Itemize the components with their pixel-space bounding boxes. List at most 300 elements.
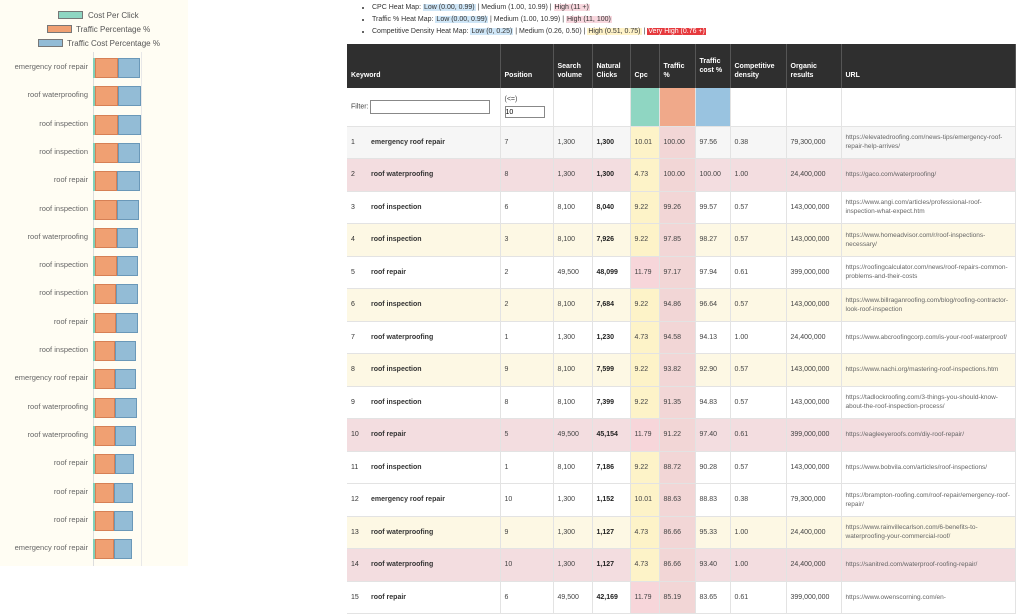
cell-url[interactable]: https://sanitred.com/waterproof-roofing-repair/ [841,549,1015,582]
row-number: 5 [351,268,355,276]
bar-traffic-cost-pct [114,511,133,531]
cell-natural-clicks: 7,186 [592,451,630,484]
keyword-text: roof inspection [371,203,422,211]
cell-url[interactable]: https://www.rainvillecarlson.com/6-benefits-to-waterproofing-your-commercial-roof/ [841,516,1015,549]
legend-item-traffic [0,24,188,35]
filter-cell-volume [553,88,592,126]
cell-position: 8 [500,386,553,419]
bar-traffic-cost-pct [114,483,133,503]
row-number: 13 [351,528,359,536]
table-row[interactable] [347,386,1015,419]
legend-swatch-traffic [47,25,72,33]
cell-position: 10 [500,549,553,582]
bar-traffic-pct [95,454,115,474]
density-heat-high: High (0.51, 0.75) [588,28,641,35]
filter-cell-organic [786,88,841,126]
cell-traffic-pct: 86.66 [659,516,695,549]
cell-natural-clicks: 48,099 [592,256,630,289]
table-row[interactable] [347,451,1015,484]
cell-traffic-cost-pct: 93.40 [695,549,730,582]
table-row[interactable] [347,321,1015,354]
keyword-text: roof repair [371,431,407,439]
cell-traffic-cost-pct: 96.64 [695,289,730,322]
cell-traffic-cost-pct: 97.94 [695,256,730,289]
cell-traffic-pct: 93.82 [659,354,695,387]
traffic-heat-prefix: Traffic % Heat Map: [372,16,434,23]
cell-position: 2 [500,289,553,322]
cell-organic-results: 24,400,000 [786,516,841,549]
cell-position: 10 [500,484,553,517]
cell-position: 8 [500,159,553,192]
bar-traffic-pct [95,115,118,135]
bar-traffic-cost-pct [117,256,138,276]
col-header-traffic-cost-pct[interactable]: Traffic cost % [695,44,730,88]
chart-row [0,363,188,391]
cell-natural-clicks: 7,399 [592,386,630,419]
bar-traffic-pct [95,143,118,163]
chart-category-label: roof inspection [39,203,88,213]
cell-search-volume: 49,500 [553,256,592,289]
cell-keyword [347,419,500,452]
chart-row [0,109,188,137]
cell-competitive-density: 1.00 [730,516,786,549]
density-heat-note [372,26,1014,38]
cell-keyword [347,256,500,289]
keyword-text: roof inspection [371,463,422,471]
bar-traffic-pct [95,511,114,531]
cell-natural-clicks: 7,599 [592,354,630,387]
cell-traffic-pct: 88.72 [659,451,695,484]
chart-row [0,80,188,108]
keyword-text: emergency roof repair [371,138,445,146]
col-header-organic-results[interactable]: Organic results [786,44,841,88]
traffic-heat-note [372,14,1014,26]
bar-traffic-cost-pct [117,171,140,191]
chart-row [0,477,188,505]
keyword-text: roof waterproofing [371,333,434,341]
cell-competitive-density: 0.38 [730,484,786,517]
bar-traffic-cost-pct [115,426,136,446]
table-header-row [347,44,1015,88]
cell-url[interactable]: https://www.homeadvisor.com/r/roof-inspections-necessary/ [841,224,1015,257]
density-heat-separator: | [643,28,646,35]
chart-category-label: roof inspection [39,260,88,270]
cell-search-volume: 8,100 [553,191,592,224]
chart-category-label: roof waterproofing [27,401,88,411]
cell-competitive-density: 0.38 [730,126,786,159]
bar-traffic-cost-pct [115,398,137,418]
cpc-heat-prefix: CPC Heat Map: [372,4,422,11]
legend-label-traffic-cost: Traffic Cost Percentage % [67,39,160,48]
chart-category-label: emergency roof repair [14,62,88,71]
cell-keyword [347,516,500,549]
cell-url[interactable]: https://brampton-roofing.com/roof-repair/emergency-roof-repair/ [841,484,1015,517]
chart-row [0,137,188,165]
table-row[interactable] [347,224,1015,257]
col-header-natural-clicks[interactable]: Natural Clicks [592,44,630,88]
position-filter-input[interactable] [505,106,545,118]
cell-traffic-cost-pct: 92.90 [695,354,730,387]
bar-traffic-cost-pct [118,115,141,135]
bar-traffic-cost-pct [115,454,134,474]
cpc-heat-note [372,2,1014,14]
row-number: 11 [351,463,359,471]
chart-category-label: roof repair [53,458,88,468]
density-heat-low: Low (0, 0.25) [471,28,513,35]
cell-organic-results: 143,000,000 [786,289,841,322]
bar-traffic-pct [95,58,118,78]
filter-cell-position [500,88,553,126]
cell-traffic-pct: 94.86 [659,289,695,322]
cell-position: 7 [500,126,553,159]
cell-position: 5 [500,419,553,452]
cell-keyword [347,581,500,614]
cell-search-volume: 1,300 [553,126,592,159]
chart-row [0,420,188,448]
table-row[interactable] [347,516,1015,549]
filter-label: Filter: [351,103,369,111]
keyword-text: emergency roof repair [371,496,445,504]
cell-natural-clicks: 1,152 [592,484,630,517]
chart-row [0,52,188,80]
cell-competitive-density: 0.57 [730,224,786,257]
cell-url[interactable]: https://www.angi.com/articles/professional-roof-inspection-what-expect.htm [841,191,1015,224]
chart-category-label: roof repair [53,514,88,524]
chart-row [0,278,188,306]
bar-traffic-pct [95,341,115,361]
row-number: 12 [351,496,359,504]
cell-keyword [347,386,500,419]
cell-traffic-cost-pct: 83.65 [695,581,730,614]
cpc-heat-low: Low (0.00, 0.99) [423,4,475,11]
cell-traffic-cost-pct: 95.33 [695,516,730,549]
chart-category-label: roof waterproofing [27,231,88,241]
filter-cell-density [730,88,786,126]
cell-organic-results: 24,400,000 [786,549,841,582]
cell-organic-results: 143,000,000 [786,451,841,484]
cell-cpc: 11.79 [630,419,659,452]
cell-cpc: 4.73 [630,549,659,582]
cpc-heat-medium: | Medium (1.00, 10.99) | [477,4,552,11]
cell-traffic-pct: 85.19 [659,581,695,614]
cell-keyword [347,354,500,387]
cell-url[interactable]: https://www.abcroofingcorp.com/is-your-roof-waterproof/ [841,321,1015,354]
row-number: 9 [351,398,355,406]
cell-natural-clicks: 1,300 [592,126,630,159]
table-row[interactable] [347,289,1015,322]
chart-row [0,194,188,222]
chart-row [0,250,188,278]
cell-search-volume: 1,300 [553,549,592,582]
cell-keyword [347,451,500,484]
cell-position: 1 [500,321,553,354]
bar-traffic-pct [95,313,116,333]
row-number: 14 [351,561,359,569]
cell-traffic-pct: 99.26 [659,191,695,224]
cell-cpc: 9.22 [630,451,659,484]
cell-organic-results: 399,000,000 [786,256,841,289]
cell-search-volume: 8,100 [553,451,592,484]
chart-category-label: emergency roof repair [14,543,88,553]
position-operator: (<=) [504,96,518,104]
keyword-text: roof inspection [371,366,422,374]
cell-organic-results: 143,000,000 [786,386,841,419]
cell-cpc: 4.73 [630,159,659,192]
cell-keyword [347,484,500,517]
row-number: 6 [351,301,355,309]
cell-position: 2 [500,256,553,289]
bar-traffic-cost-pct [115,341,136,361]
bar-traffic-pct [95,86,118,106]
cell-traffic-pct: 86.66 [659,549,695,582]
cell-organic-results: 24,400,000 [786,321,841,354]
chart-category-label: roof repair [53,316,88,326]
cell-natural-clicks: 8,040 [592,191,630,224]
cell-keyword [347,191,500,224]
row-number: 3 [351,203,355,211]
chart-category-label: roof inspection [39,345,88,354]
cell-traffic-cost-pct: 97.56 [695,126,730,159]
cell-search-volume: 1,300 [553,159,592,192]
cell-competitive-density: 1.00 [730,159,786,192]
chart-row [0,505,188,533]
cell-organic-results: 399,000,000 [786,419,841,452]
cell-url[interactable]: https://elevatedroofing.com/news-tips/emergency-roof-repair-help-arrives/ [841,126,1015,159]
cell-natural-clicks: 1,127 [592,516,630,549]
cell-organic-results: 399,000,000 [786,581,841,614]
cell-traffic-pct: 91.35 [659,386,695,419]
legend-swatch-cpc [58,11,83,19]
filter-cell-cpc [630,88,659,126]
cell-organic-results: 24,400,000 [786,159,841,192]
keyword-table-container [347,44,1015,614]
chart-row [0,533,188,561]
cell-competitive-density: 0.57 [730,386,786,419]
row-number: 4 [351,236,355,244]
cell-url[interactable]: https://gaco.com/waterproofing/ [841,159,1015,192]
chart-category-label: roof repair [53,175,88,185]
cell-traffic-cost-pct: 99.57 [695,191,730,224]
col-header-position[interactable]: Position [500,44,553,88]
cell-traffic-pct: 88.63 [659,484,695,517]
row-number: 15 [351,593,359,601]
bar-traffic-cost-pct [117,200,139,220]
keyword-filter-input[interactable] [370,100,490,114]
legend-label-cpc: Cost Per Click [88,11,139,20]
cell-position: 9 [500,516,553,549]
bar-traffic-pct [95,369,115,389]
bar-traffic-cost-pct [118,86,141,106]
cell-keyword [347,549,500,582]
chart-category-label: emergency roof repair [14,373,88,383]
col-header-competitive-density[interactable]: Competitive density [730,44,786,88]
chart-row [0,392,188,420]
chart-row [0,222,188,250]
cell-competitive-density: 0.57 [730,191,786,224]
cell-natural-clicks: 42,169 [592,581,630,614]
cell-traffic-pct: 100.00 [659,126,695,159]
heatmap-legend-notes [364,2,1014,38]
table-row[interactable] [347,484,1015,517]
cell-position: 1 [500,451,553,484]
cell-competitive-density: 0.57 [730,354,786,387]
chart-category-label: roof waterproofing [27,429,88,439]
cell-natural-clicks: 45,154 [592,419,630,452]
cell-position: 9 [500,354,553,387]
cell-cpc: 9.22 [630,354,659,387]
cell-search-volume: 8,100 [553,354,592,387]
cell-keyword [347,289,500,322]
cell-competitive-density: 0.57 [730,289,786,322]
keyword-text: roof inspection [371,236,422,244]
cell-natural-clicks: 1,230 [592,321,630,354]
col-header-cpc[interactable]: Cpc [630,44,659,88]
cell-natural-clicks: 7,926 [592,224,630,257]
cell-position: 3 [500,224,553,257]
cell-search-volume: 49,500 [553,581,592,614]
traffic-heat-medium: | Medium (1.00, 10.99) | [489,16,565,23]
cell-traffic-cost-pct: 100.00 [695,159,730,192]
row-number: 10 [351,431,359,439]
cell-cpc: 9.22 [630,191,659,224]
cell-competitive-density: 0.57 [730,451,786,484]
cell-traffic-cost-pct: 98.27 [695,224,730,257]
chart-category-label: roof inspection [39,288,88,298]
cell-search-volume: 8,100 [553,289,592,322]
cell-position: 6 [500,191,553,224]
filter-cell-traffic [659,88,695,126]
chart-category-label: roof repair [53,486,88,496]
cell-traffic-cost-pct: 94.13 [695,321,730,354]
cell-keyword [347,126,500,159]
keyword-text: roof waterproofing [371,171,434,179]
density-heat-prefix: Competitive Density Heat Map: [372,28,469,35]
cell-cpc: 9.22 [630,289,659,322]
traffic-heat-low: Low (0.00, 0.99) [436,16,488,23]
col-header-search-volume[interactable]: Search volume [553,44,592,88]
cell-traffic-pct: 94.58 [659,321,695,354]
cell-search-volume: 1,300 [553,321,592,354]
cell-keyword [347,321,500,354]
cell-cpc: 4.73 [630,516,659,549]
bar-traffic-pct [95,539,114,559]
cell-natural-clicks: 7,684 [592,289,630,322]
row-number: 2 [351,171,355,179]
cell-traffic-cost-pct: 97.40 [695,419,730,452]
table-row[interactable] [347,126,1015,159]
table-row[interactable] [347,581,1015,614]
table-row[interactable] [347,549,1015,582]
bar-traffic-cost-pct [118,143,141,163]
keyword-text: roof repair [371,593,407,601]
keyword-text: roof inspection [371,398,422,406]
density-heat-very-high: Very High (0.76 +) [648,28,705,35]
chart-row [0,165,188,193]
col-header-url[interactable]: URL [841,44,1015,88]
cell-traffic-pct: 100.00 [659,159,695,192]
cell-competitive-density: 0.61 [730,419,786,452]
table-row[interactable] [347,256,1015,289]
cell-url[interactable]: https://www.billraganroofing.com/blog/roofing-contractor-look-roof-inspection [841,289,1015,322]
cell-url[interactable]: https://www.owenscorning.com/en- [841,581,1015,614]
cell-organic-results: 143,000,000 [786,224,841,257]
keyword-text: roof waterproofing [371,528,434,536]
keyword-table [347,44,1016,614]
row-number: 7 [351,333,355,341]
cell-url[interactable]: https://eagleeyeroofs.com/diy-roof-repair/ [841,419,1015,452]
traffic-heat-high: High (11, 100) [566,16,611,23]
legend-swatch-traffic-cost [38,39,63,47]
chart-row [0,448,188,476]
chart-row [0,307,188,335]
bar-traffic-cost-pct [115,369,135,389]
col-header-keyword[interactable]: Keyword [347,44,500,88]
legend-label-traffic: Traffic Percentage % [76,25,151,34]
cell-traffic-cost-pct: 94.83 [695,386,730,419]
bar-traffic-cost-pct [117,228,139,248]
table-row[interactable] [347,419,1015,452]
cell-cpc: 4.73 [630,321,659,354]
bar-traffic-cost-pct [118,58,140,78]
filter-cell-keyword [347,88,500,126]
cell-search-volume: 8,100 [553,224,592,257]
legend-item-traffic-cost [0,38,188,49]
cell-traffic-pct: 91.22 [659,419,695,452]
cell-keyword [347,159,500,192]
table-row[interactable] [347,354,1015,387]
col-header-traffic-pct[interactable]: Traffic % [659,44,695,88]
bar-traffic-pct [95,171,117,191]
chart-panel [0,0,188,566]
cell-url[interactable]: https://www.nachi.org/mastering-roof-inspections.htm [841,354,1015,387]
cell-keyword [347,224,500,257]
cell-cpc: 11.79 [630,581,659,614]
bar-traffic-pct [95,200,117,220]
cell-competitive-density: 0.61 [730,256,786,289]
cpc-heat-high: High (11 +) [554,4,589,11]
cell-search-volume: 1,300 [553,516,592,549]
table-row[interactable] [347,191,1015,224]
filter-row [347,88,1015,126]
chart-row [0,335,188,363]
cell-position: 6 [500,581,553,614]
cell-natural-clicks: 1,127 [592,549,630,582]
bar-traffic-cost-pct [116,284,138,304]
cell-organic-results: 143,000,000 [786,191,841,224]
keyword-text: roof repair [371,268,407,276]
chart-category-label: roof waterproofing [27,90,88,100]
chart-category-label: roof inspection [39,146,88,156]
bar-traffic-cost-pct [114,539,132,559]
cell-competitive-density: 1.00 [730,321,786,354]
cell-traffic-cost-pct: 90.28 [695,451,730,484]
bar-traffic-pct [95,398,115,418]
cell-url[interactable]: https://roofingcalculator.com/news/roof-repairs-common-problems-and-their-costs [841,256,1015,289]
table-row[interactable] [347,159,1015,192]
cell-organic-results: 79,300,000 [786,484,841,517]
cell-search-volume: 49,500 [553,419,592,452]
cell-url[interactable]: https://tadlockroofing.com/3-things-you-should-know-about-the-roof-inspection-process/ [841,386,1015,419]
cell-url[interactable]: https://www.bobvila.com/articles/roof-inspections/ [841,451,1015,484]
bar-traffic-cost-pct [116,313,138,333]
cell-organic-results: 143,000,000 [786,354,841,387]
cell-search-volume: 1,300 [553,484,592,517]
cell-cpc: 9.22 [630,386,659,419]
cell-cpc: 10.01 [630,126,659,159]
cell-cpc: 10.01 [630,484,659,517]
cell-search-volume: 8,100 [553,386,592,419]
cell-competitive-density: 1.00 [730,549,786,582]
